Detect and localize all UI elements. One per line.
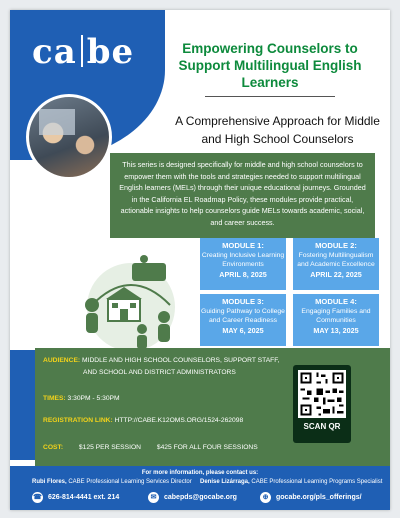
module-date: MAY 13, 2025 — [313, 326, 359, 335]
school-community-illustration — [72, 255, 190, 355]
module-name: Engaging Families and Communities — [301, 308, 371, 324]
module-name: Creating Inclusive Learning Environments — [201, 252, 285, 268]
module-date: MAY 6, 2025 — [222, 326, 264, 335]
website-link[interactable]: gocabe.org/pls_offerings/ — [276, 494, 362, 501]
audience-row-2: AND SCHOOL AND DISTRICT ADMINISTRATORS — [83, 369, 236, 376]
module-number: MODULE 2: — [315, 241, 357, 250]
cost-all-sessions: $425 FOR ALL FOUR SESSIONS — [156, 444, 258, 451]
scan-qr-label: SCAN QR — [303, 422, 341, 431]
contact-2-name: Denise Lizárraga, — [200, 479, 250, 485]
module-card-2 — [293, 238, 379, 290]
logo-text-right: be — [86, 32, 135, 72]
times-row — [43, 395, 120, 402]
contact-1 — [32, 479, 192, 485]
audience-label: AUDIENCE: — [43, 357, 81, 364]
audience-row — [43, 357, 279, 364]
cabe-logo — [32, 32, 134, 72]
logo-text-left: ca — [32, 32, 77, 72]
page-subtitle: A Comprehensive Approach for Middle and High School Counselors — [175, 114, 380, 146]
side-accent — [10, 350, 35, 460]
cost-label: COST: — [43, 444, 64, 451]
phone-icon: ☎ — [33, 494, 42, 501]
contact-2 — [200, 479, 382, 485]
cost-row — [43, 444, 258, 451]
contact-2-role: CABE Professional Learning Programs Specialist — [251, 479, 383, 485]
times-label: TIMES: — [43, 395, 66, 402]
module-card-1 — [200, 238, 286, 290]
classroom-photo — [26, 94, 112, 180]
contact-1-name: Rubi Flores, — [32, 479, 67, 485]
module-name: Fostering Multilingualism and Academic Excellence — [297, 252, 375, 268]
module-number: MODULE 1: — [222, 241, 264, 250]
phone-number[interactable]: 626-814-4441 ext. 214 — [48, 494, 120, 501]
footer-heading: For more information, please contact us: — [141, 470, 259, 476]
times-value: 3:30PM - 5:30PM — [67, 395, 120, 402]
module-card-3 — [200, 294, 286, 346]
registration-label: REGISTRATION LINK: — [43, 417, 113, 424]
module-date: APRIL 8, 2025 — [219, 270, 267, 279]
module-number: MODULE 3: — [222, 297, 264, 306]
registration-link[interactable]: HTTP://CABE.K12OMS.ORG/1524-262098 — [114, 417, 244, 424]
qr-code-icon[interactable] — [298, 370, 346, 418]
audience-value: MIDDLE AND HIGH SCHOOL COUNSELORS, SUPPORT STAFF, — [82, 357, 280, 364]
contact-footer — [10, 466, 390, 510]
qr-block[interactable] — [293, 365, 351, 443]
registration-row — [43, 417, 243, 424]
module-name: Guiding Pathway to College and Career Readiness — [201, 308, 285, 324]
email-link[interactable]: cabepds@gocabe.org — [164, 494, 237, 501]
series-description: This series is designed specifically for middle and high school counselors to empower them with the tools and strategies needed to support multilingual English learners (MELs) through their unique educational journeys. Grounded in the California EL Roadmap Policy, these modules provide practical, actionable insights to help counselors guide MELs towards academic, social, and career success. — [110, 153, 375, 238]
page-title: Empowering Counselors to Support Multilingual English Learners — [178, 41, 362, 90]
module-number: MODULE 4: — [315, 297, 357, 306]
cost-per-session: $125 PER SESSION — [78, 444, 141, 451]
contact-1-role: CABE Professional Learning Services Director — [68, 479, 192, 485]
flyer — [10, 10, 390, 510]
module-card-4 — [293, 294, 379, 346]
globe-icon: ⊕ — [260, 492, 271, 503]
divider — [205, 96, 335, 97]
email-icon: ✉ — [148, 492, 159, 503]
module-date: APRIL 22, 2025 — [310, 270, 362, 279]
